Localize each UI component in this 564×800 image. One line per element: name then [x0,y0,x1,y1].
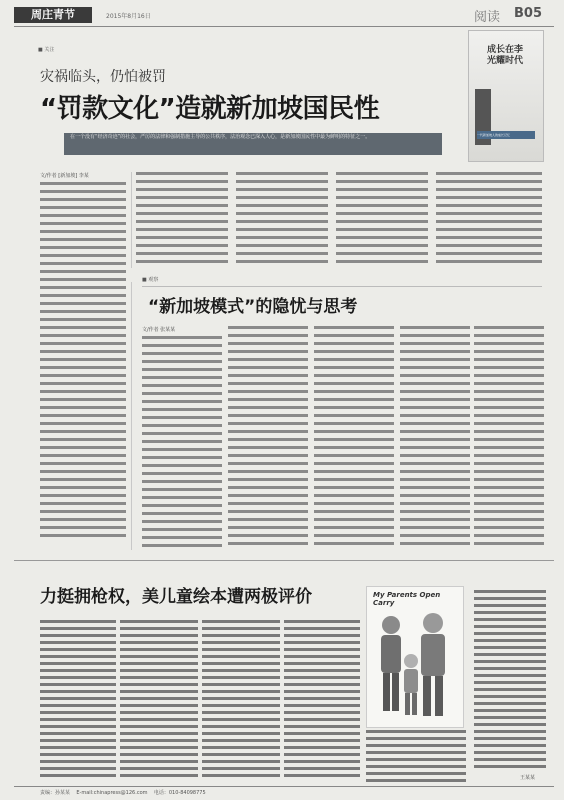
issue-date: 2015年8月16日 [106,13,151,20]
header-bar [14,6,554,24]
article3-col1 [40,620,116,780]
article1-col3 [236,172,328,268]
footer [40,789,206,796]
article1-kicker: 灾祸临头，仍怕被罚 [40,69,166,85]
article3-col4 [284,620,360,780]
footer-editor: 责编：孙某某 [40,790,71,796]
article3-col3 [202,620,280,780]
article1-intro: 在一个没有“经济奇迹”的社会，严厉的法律和强制措施主导的公共秩序，法治观念已深入人心，是新加坡国民性中最为鲜明的特征之一。 [64,133,442,155]
article2-title: “新加坡模式”的隐忧与思考 [148,297,358,317]
family-illustration [371,609,459,725]
article2-col5 [474,326,544,548]
footer-phone: 电话：010-84098775 [153,790,206,796]
header-rule [14,26,554,27]
page-number: B05 [514,6,542,21]
article1-col5 [436,172,542,268]
article3-title: 力挺拥枪权，美儿童绘本遭两极评价 [40,587,312,607]
section-name: 阅读 [474,10,501,25]
picture-book-title: My Parents Open Carry [373,591,441,607]
book-cover-image [468,30,544,162]
article1-title: “罚款文化”造就新加坡国民性 [40,94,380,124]
article3-col2 [120,620,198,780]
article1-column-tag: ■ 关注 [38,47,55,53]
article2-column-tag: ■ 观察 [142,277,159,283]
article3-credit: 王某某 [520,775,536,781]
article1-col4 [336,172,428,268]
footer-email: E-mail:chinapress@126.com [76,790,148,796]
article2-byline: 文/作者 张某某 [142,327,176,333]
book-caption: 一代新加坡人的成长记忆 [477,131,535,139]
article2-col1 [142,336,222,548]
article1-col1 [40,182,126,540]
article3-col6 [474,590,546,770]
picture-book-cover [366,586,464,728]
book-title: 成长在李光耀时代 [487,45,524,66]
article2-col2 [228,326,308,548]
article3-col5 [366,730,466,782]
article1-col2 [136,172,228,268]
brand-logo: 周庄青节 [14,7,92,23]
article2-col4 [400,326,470,548]
article2-col3 [314,326,394,548]
article1-byline: 文/作者 [新加坡] 李某 [40,173,89,179]
